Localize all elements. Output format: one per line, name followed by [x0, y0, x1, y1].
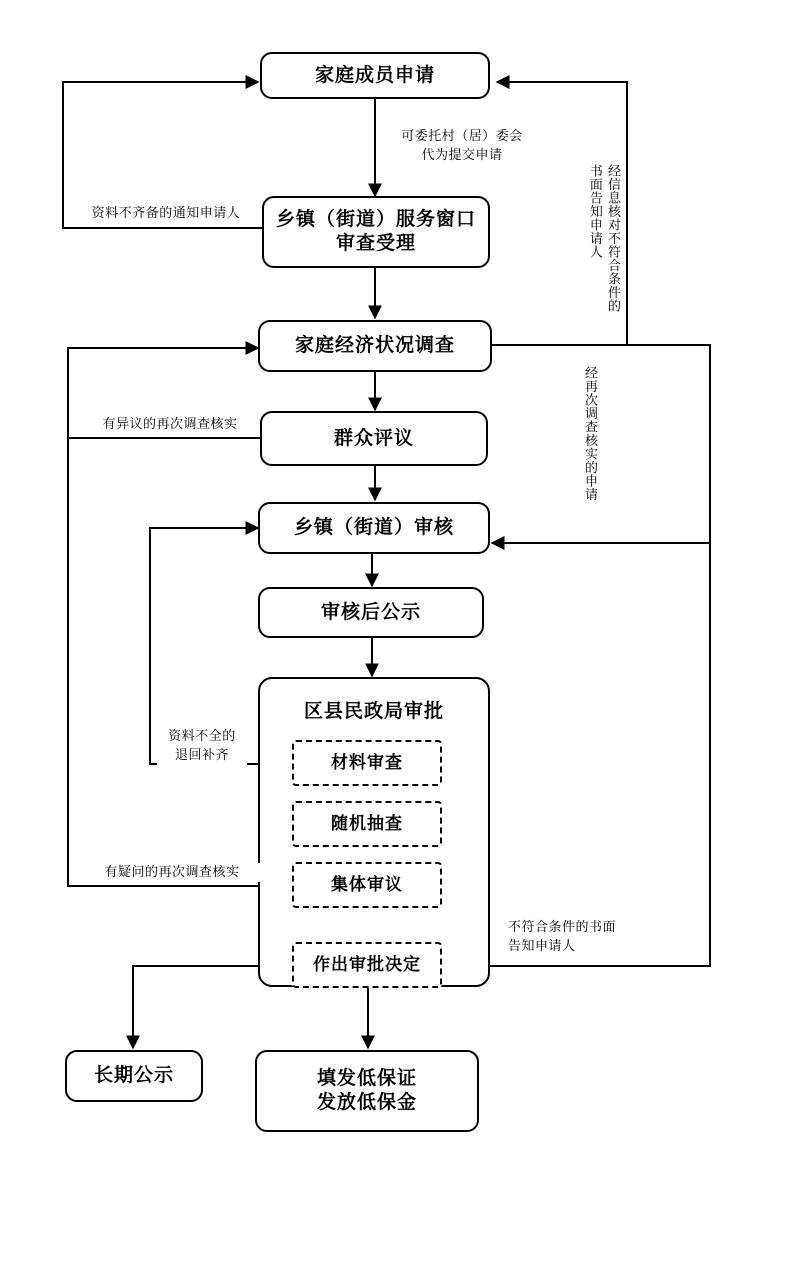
edge-label-return-line1: 资料不全的 — [168, 728, 236, 743]
node-label: 家庭成员申请 — [314, 64, 435, 86]
node-issue-certificate-and-payment[interactable] — [255, 1050, 479, 1132]
node-material-review[interactable] — [292, 740, 442, 786]
node-label: 长期公示 — [93, 1065, 174, 1087]
edge-label-return-line2: 退回补齐 — [174, 746, 229, 762]
node-random-inspection[interactable] — [292, 801, 442, 847]
node-label: 家庭经济状况调查 — [294, 335, 455, 357]
node-family-member-application[interactable] — [260, 52, 490, 99]
node-label: 审核后公示 — [320, 601, 421, 623]
node-approval-decision[interactable] — [292, 942, 442, 988]
edge-label-info-check-fail — [560, 164, 622, 324]
node-township-verification[interactable] — [258, 502, 490, 554]
edge-label-objection-recheck — [84, 415, 256, 434]
edge-label-doubt-recheck — [84, 863, 260, 882]
edge-label-return-for-supplement — [157, 727, 247, 765]
edge-label-not-qualified-line1: 不符合条件的书面 — [508, 919, 617, 934]
node-township-window-acceptance[interactable] — [262, 196, 490, 268]
edge-label-incomplete-notice — [76, 204, 256, 223]
node-label: 乡镇（街道）审核 — [293, 517, 454, 539]
edge-label-not-qualified-line2: 告知申请人 — [508, 937, 576, 953]
group-title-label: 区县民政局审批 — [303, 701, 444, 722]
node-label: 集体审议 — [331, 875, 403, 895]
node-label-line2: 发放低保金 — [316, 1092, 417, 1113]
node-public-review[interactable] — [260, 411, 488, 466]
edge-label-text: 经信息核对不符合条件的书面告知申请人 — [587, 164, 621, 313]
edge-label-entrust-line1: 可委托村（居）委会 — [401, 128, 523, 143]
node-label-line1: 乡镇（街道）服务窗口 — [275, 209, 476, 231]
node-long-term-publicity[interactable] — [65, 1050, 203, 1102]
node-post-review-publicity[interactable] — [258, 587, 484, 638]
edge-label-recheck-application — [575, 366, 599, 536]
node-collective-deliberation[interactable] — [292, 862, 442, 908]
node-label: 随机抽查 — [331, 814, 403, 834]
edge-label-text: 有异议的再次调查核实 — [102, 416, 238, 431]
edge-label-entrust-line2: 代为提交申请 — [421, 146, 503, 162]
node-label-line2: 审查受理 — [335, 233, 416, 254]
node-label: 作出审批决定 — [313, 955, 421, 975]
node-label: 材料审查 — [331, 753, 403, 773]
edge-label-text: 经再次调查核实的申请 — [583, 366, 598, 501]
edge-label-text: 有疑问的再次调查核实 — [104, 864, 240, 879]
group-title-district-civil-affairs-approval — [258, 696, 490, 723]
edge-label-not-qualified — [508, 918, 660, 956]
node-label: 群众评议 — [333, 427, 414, 449]
edge-label-entrust — [382, 127, 542, 165]
node-household-economic-survey[interactable] — [258, 320, 492, 372]
node-label-line1: 填发低保证 — [316, 1068, 417, 1090]
edge-label-text: 资料不齐备的通知申请人 — [91, 205, 241, 220]
